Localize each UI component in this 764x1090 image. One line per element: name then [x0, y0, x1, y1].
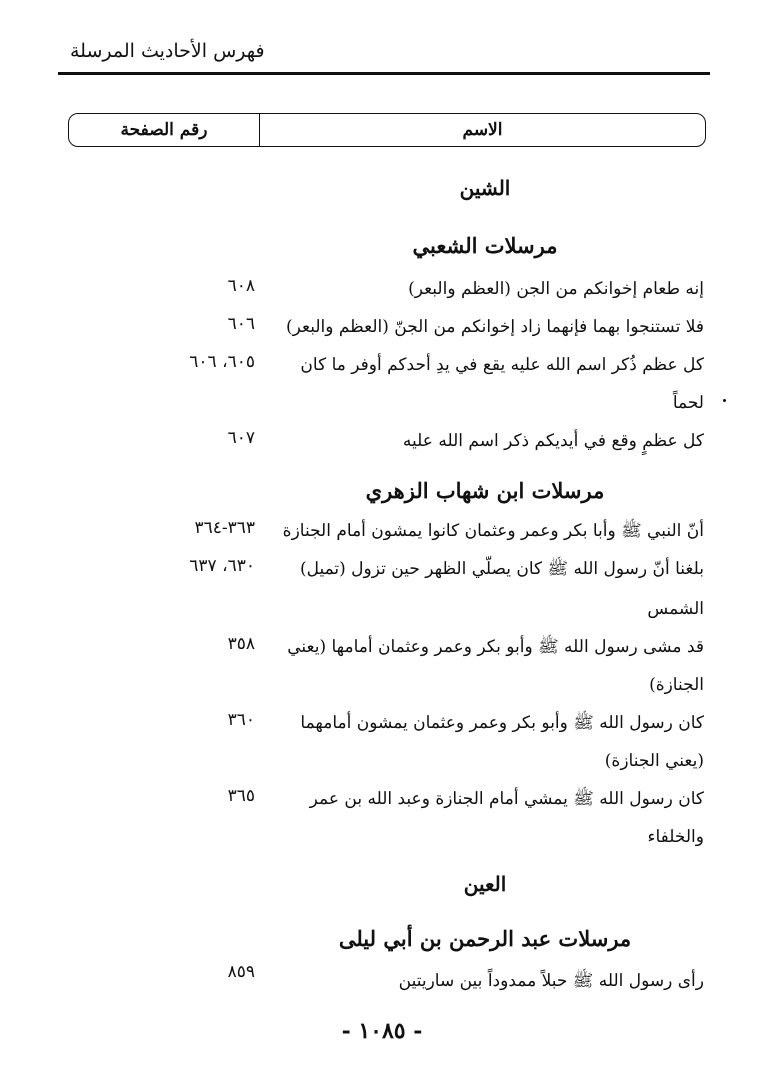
stray-mark — [723, 399, 726, 402]
list-item: إنه طعام إخوانكم من الجن (العظم والبعر) — [408, 279, 704, 299]
list-item: بلغنا أنّ رسول الله ﷺ كان يصلّي الظهر حين تزول (تميل) — [299, 559, 704, 579]
list-item-continuation: (يعني الجنازة) — [604, 751, 704, 771]
list-item: كان رسول الله ﷺ وأبو بكر وعمر وعثمان يمشون أمامهما — [300, 713, 704, 733]
group-title-ibn-abi-layla: مرسلات عبد الرحمن بن أبي ليلى — [338, 926, 632, 951]
header-rule — [58, 72, 710, 75]
page-number: - ١٠٨٥ - — [341, 1018, 423, 1044]
list-item: كل عظمٍ وقع في أيديكم ذكر اسم الله عليه — [402, 431, 704, 451]
page-ref: ٦٠٥، ٦٠٦ — [189, 352, 255, 372]
page-ref: ٦٠٧ — [227, 428, 255, 448]
list-item-continuation: الشمس — [647, 599, 704, 619]
page-ref: ٦٠٦ — [227, 314, 255, 334]
list-item: أنّ النبي ﷺ وأبا بكر وعمر وعثمان كانوا يمشون أمام الجنازة — [282, 521, 704, 541]
list-item: فلا تستنجوا بهما فإنهما زاد إخوانكم من الجنّ (العظم والبعر) — [286, 317, 704, 337]
running-title: فهرس الأحاديث المرسلة — [70, 40, 265, 62]
group-title-shabi: مرسلات الشعبي — [412, 233, 558, 258]
list-item: رأى رسول الله ﷺ حبلاً ممدوداً بين ساريتين — [398, 971, 704, 991]
page-column-header: رقم الصفحة — [69, 114, 260, 146]
section-letter-sheen: الشين — [459, 176, 511, 200]
group-title-zuhri: مرسلات ابن شهاب الزهري — [365, 478, 605, 503]
list-item: كان رسول الله ﷺ يمشي أمام الجنازة وعبد الله بن عمر — [309, 789, 704, 809]
section-letter-ain: العين — [463, 872, 507, 896]
page-ref: ٣٦٣-٣٦٤ — [194, 518, 255, 538]
page-ref: ٨٥٩ — [227, 962, 255, 982]
page-ref: ٦٣٠، ٦٣٧ — [189, 556, 255, 576]
list-item-continuation: الجنازة) — [649, 675, 704, 695]
page-ref: ٣٥٨ — [227, 634, 255, 654]
list-item-continuation: والخلفاء — [647, 827, 704, 847]
list-item: قد مشى رسول الله ﷺ وأبو بكر وعمر وعثمان أمامها (يعني — [287, 637, 704, 657]
name-column-header: الاسم — [462, 120, 503, 140]
page-ref: ٣٦٥ — [227, 786, 255, 806]
table-header — [68, 113, 706, 147]
list-item: كل عظم ذُكر اسم الله عليه يقع في يدِ أحدكم أوفر ما كان — [300, 355, 704, 375]
page-ref: ٣٦٠ — [227, 710, 255, 730]
page-ref: ٦٠٨ — [227, 276, 255, 296]
list-item-continuation: لحماً — [672, 393, 704, 413]
